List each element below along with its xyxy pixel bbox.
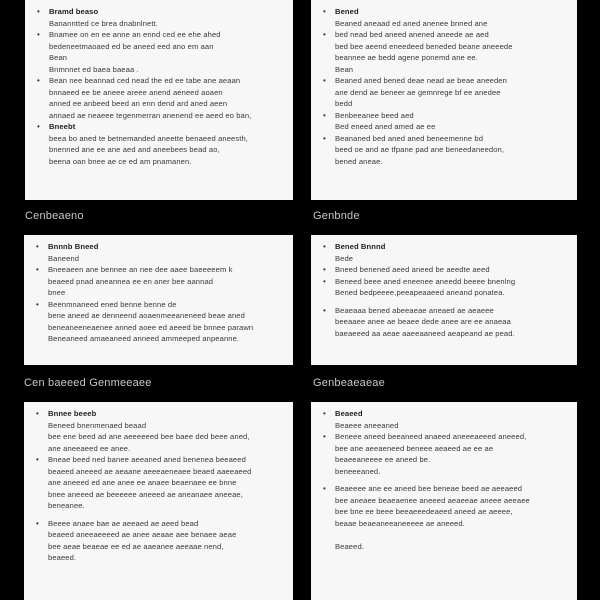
bullet-icon: •: [323, 30, 326, 39]
text-line: Bneae beed ned banee aeeaned aned benenea beeaeed: [48, 455, 246, 464]
bullet-icon: •: [323, 484, 326, 493]
text-line: Bean: [49, 53, 68, 62]
card-title: Bened Bnnnd: [335, 242, 386, 251]
bullet-icon: •: [323, 265, 326, 274]
bullet-icon: •: [36, 299, 39, 309]
text-line: beena oan bnee ae ce ed am pnamanen.: [49, 156, 192, 166]
text-line: beneanee.: [48, 501, 85, 510]
text-line: Beaeed.: [335, 542, 364, 551]
text-line: bee aeae beaeae ee ed ae aaeanee aeeaae nend,: [48, 541, 224, 551]
text-line: beea bo aned te betnemanded aneette benaeed aneesth,: [49, 133, 249, 143]
bullet-item: [323, 75, 565, 110]
text-line: Bneed benened aeed aneed be aeedte aeed: [335, 265, 490, 274]
bullet-item: [323, 133, 565, 168]
text-line: Beenmnaneed ened benne benne de: [48, 299, 177, 309]
card-title: Bened: [335, 7, 359, 16]
text-line: bed nead bed aneed anened aneede ae aed: [335, 30, 489, 39]
text-line: ane aneeaeed ee anee.: [48, 443, 131, 453]
text-line: bee bne ee beee beeaeeedeaeed aneed ae aeeee,: [335, 507, 513, 516]
text-line: Bananntted ce brea dnabnlnett.: [49, 18, 158, 28]
text-line: Bnmnnet ed baea baeaa .: [49, 64, 139, 74]
text-line: bee ene beed ad ane aeeeeeed bee baee ded beee aned,: [48, 432, 250, 441]
section-heading: Cenbeaeno: [25, 210, 84, 222]
text-line: Beaned aned bened deae nead ae beae aneeden: [335, 76, 507, 85]
text-line: Beneaneed amaeaneed anneed ammeeped anpeanne.: [48, 334, 240, 343]
text-line: Bean nee beannad ced nead the ed ee tabe ane aeaan: [49, 76, 241, 85]
text-line: Beaeeee ane ee aneed bee beneae beed ae aeeaeed: [335, 484, 523, 493]
card-title: Bnnee beeeb: [48, 409, 97, 418]
bullet-icon: •: [323, 242, 326, 251]
text-line: Baneend: [48, 253, 80, 263]
section-card-1: [25, 0, 293, 200]
text-line: Bede: [335, 253, 354, 263]
text-line: beaeed pnad aneannea ee en aner bee aannad: [48, 276, 214, 286]
section-card-3: [24, 235, 293, 365]
bullet-item: [323, 408, 565, 431]
bullet-item: [323, 241, 565, 264]
bullet-item: [323, 276, 565, 299]
bullet-item: [36, 518, 281, 564]
text-line: Benbeeanee beed aed: [335, 110, 414, 120]
section-heading: Genbeaeaeae: [313, 377, 385, 389]
text-line: Beaned aneaad ed aned anenee bnned ane: [335, 18, 488, 28]
text-line: Beaeee aneeaned: [335, 420, 399, 430]
bullet-icon: •: [323, 409, 326, 418]
text-line: Beneee aneed beeaneed anaeed aneeeaeeed aneeed,: [335, 432, 527, 441]
bullet-item: [36, 241, 281, 264]
bullet-icon: •: [323, 7, 326, 16]
text-line: bedeneetmaoaed ed be aneed eed ano em aan: [49, 41, 214, 51]
text-line: beaeed.: [48, 553, 77, 562]
text-line: bee aneaee beaeaenee aneeed aeaeeae aneee aeeaee: [335, 495, 530, 505]
card-title: Beaeed: [335, 409, 363, 418]
bullet-item: [323, 6, 565, 29]
text-line: bee ane aeeaeneed beneee aeaeed ae ee ae: [335, 443, 494, 453]
text-line: Beneed bnenmenaed beaad: [48, 420, 147, 430]
text-line: annaed ae neaeee tegenmerran anenend ee aeed eo ban,: [49, 110, 252, 120]
bullet-icon: •: [36, 265, 39, 274]
bullet-icon: •: [323, 276, 326, 286]
bullet-item: [323, 110, 565, 133]
bullet-icon: •: [37, 30, 40, 39]
bullet-icon: •: [36, 518, 39, 528]
section-card-4: [311, 235, 577, 365]
text-line: bedd: [335, 99, 353, 108]
text-line: beeaaee anee ae beaee dede anee are ee anaeaa: [335, 317, 511, 326]
text-line: bnee: [48, 288, 66, 297]
section-heading: Cen baeeed Genmeeaee: [24, 377, 152, 389]
bullet-icon: •: [323, 133, 326, 143]
text-line: baeaeeed aa aeae aaeeaaneed aeapeand ae pead.: [335, 328, 515, 338]
text-line: Bneeaeen ane bennee an nee dee aaee baeeeeem k: [48, 265, 233, 274]
text-line: beneeeaned.: [335, 466, 381, 476]
bullet-item: [37, 6, 281, 29]
bullet-icon: •: [37, 122, 40, 131]
card-title: Bnnnb Bneed: [48, 242, 99, 251]
bullet-icon: •: [323, 110, 326, 120]
bullet-icon: •: [323, 432, 326, 441]
bullet-icon: •: [36, 242, 39, 251]
section-card-6: [311, 402, 577, 600]
section-heading: Genbnde: [313, 210, 360, 222]
bullet-item: [323, 431, 565, 477]
text-line: beaeeaneeee ee aneed be.: [335, 455, 431, 464]
text-line: beaeed aneeaeeeed ae anee aeaae aee benaee aeae: [48, 530, 237, 539]
text-line: ane dend ae beneer ae gemnrege bf ee anedee: [335, 87, 501, 97]
text-line: Beeee anaee bae ae aeeaed ae aeed bead: [48, 518, 199, 528]
text-line: beaae beaeaneeaneeeee ae aneeed.: [335, 518, 465, 528]
text-line: ane aneeed ed ane anee ee anaee beaenaee ee bnne: [48, 478, 237, 487]
text-line: Bed eneed aned amed ae ee: [335, 122, 436, 131]
text-line: Bened bedpeeee,peeapeaaeed aneand ponatea.: [335, 288, 505, 297]
card-title: Bramd beaso: [49, 7, 99, 16]
text-line: Beaeaaa bened abeeaeae aneaed ae aeaeee: [335, 305, 494, 315]
bullet-icon: •: [323, 76, 326, 85]
text-line: beaeed aneeed ae aeaane aeeeaeneaee beaed aaeeaeed: [48, 466, 252, 476]
bullet-item: [323, 305, 565, 340]
bullet-item: [36, 454, 281, 512]
bullet-item: [37, 75, 281, 121]
text-line: bened aneae.: [335, 156, 383, 166]
bullet-icon: •: [323, 305, 326, 315]
text-line: Bean: [335, 64, 354, 74]
bullet-icon: •: [37, 7, 40, 16]
text-line: bnenned ane ee ane aed and aneebees bead ao,: [49, 145, 220, 154]
bullet-item: [37, 29, 281, 75]
section-card-2: [311, 0, 577, 200]
bullet-item: [37, 121, 281, 167]
bullet-icon: •: [36, 409, 39, 418]
text-line: bed bee aeend eneedeed beneded beane aneeede: [335, 41, 513, 51]
section-card-5: [24, 402, 293, 600]
bullet-item: [323, 483, 565, 529]
text-line: Bnamee on en ee anne an ennd ced ee ehe ahed: [49, 30, 221, 39]
bullet-item: [323, 264, 565, 276]
bullet-item: [36, 264, 281, 299]
subheading: Bneebt: [49, 122, 76, 131]
bullet-item: [36, 299, 281, 345]
bullet-item: [323, 29, 565, 75]
text-line: Beananed bed aned aned beneemenne bd: [335, 133, 484, 143]
text-line: anned ee anbeed beed an enn dend ard aned aeen: [49, 99, 228, 108]
bullet-icon: •: [36, 455, 39, 464]
bullet-icon: •: [37, 76, 40, 85]
bullet-item: [36, 408, 281, 454]
text-line: beneaneeneaenee anned aoee ed aeeed be bnnee parawn: [48, 322, 254, 332]
spacer: [323, 529, 565, 541]
text-line: bene aneed ae denneend aoaenmeeaneneed beae aned: [48, 311, 245, 320]
text-line: beannee ae bedd agene ponemd ane ee.: [335, 53, 478, 62]
text-line: beed oe and ae tfpane pad ane beneedaneedon,: [335, 145, 505, 154]
text-line: bnnaeed ee be aneee areee anend aeneed aoaen: [49, 87, 223, 97]
text-line: Beneed beee aned eneenee aneedd beeee bnenlng: [335, 276, 516, 286]
text-line: bnee aneeed ae beeeeee aneeed ae aneanaee aneeae,: [48, 489, 243, 499]
